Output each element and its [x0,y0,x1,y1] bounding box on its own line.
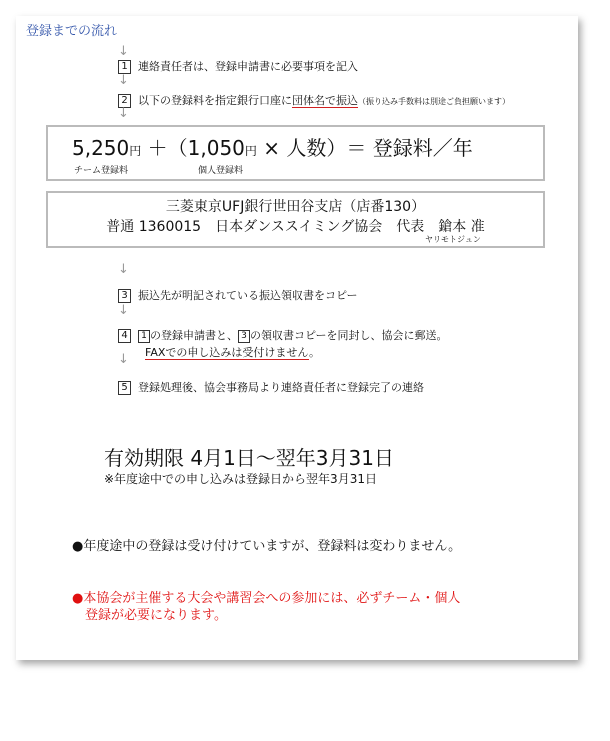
step-ref: 3 [238,330,250,343]
underlined-text: FAXでの申し込みは受付けません [145,346,310,359]
step-number: 2 [118,94,131,108]
fee-notice: ●年度途中の登録は受け付けていますが、登録料は変わりません。 [72,539,462,554]
individual-fee-label: 個人登録料 [198,166,244,176]
step-number: 5 [118,381,131,395]
fee-formula [72,132,473,161]
validity-period: 有効期限 4月1日～翌年3月31日 [104,446,394,470]
account-info: 普通 1360015 日本ダンススイミング協会 代表 鎗本 准 [106,219,485,235]
step-4 [118,327,448,343]
flow-arrow-icon: ↓ [118,73,129,88]
team-fee-label: チーム登録料 [74,166,129,176]
yen-unit: 円 [129,144,142,158]
times-sign: × [263,136,281,160]
flow-arrow-icon: ↓ [118,352,129,367]
team-amount: 5,250 [72,136,130,160]
notice-line: 登録が必要になります。 [72,608,227,623]
step-number: 3 [118,289,131,303]
flow-arrow-icon: ↓ [118,106,129,121]
registration-required-notice [72,590,460,624]
individual-amount: 1,050 [187,136,245,160]
fee-result: 登録料／年 [372,136,473,160]
close-equals: ）＝ [326,136,367,160]
yen-unit: 円 [244,144,257,158]
step-text: 以下の登録料を指定銀行口座に [138,94,292,107]
flow-arrow-icon: ↓ [118,262,129,277]
flow-arrow-icon: ↓ [118,44,129,59]
step-3 [118,287,358,303]
bank-name: 三菱東京UFJ銀行世田谷支店（店番130） [165,199,426,215]
step-1 [118,58,358,74]
step-text: の登録申請書と、 [150,329,238,342]
step-ref: 1 [138,330,150,343]
step-text: 振込先が明記されている振込領収書をコピー [138,289,358,302]
fax-warning [145,344,320,360]
notice-line: ●本協会が主催する大会や講習会への参加には、必ずチーム・個人 [72,591,461,606]
period: 。 [309,346,321,359]
underlined-text: 団体名で振込 [292,94,358,107]
name-reading: ヤリモトジュン [425,235,481,244]
plus-sign: ＋ [147,136,168,160]
fee-note: （振り込み手数料は別途ご負担願います） [358,97,510,106]
step-text: 登録処理後、協会事務局より連絡責任者に登録完了の連絡 [138,381,424,394]
validity-note: ※年度途中での申し込みは登録日から翌年3月31日 [104,472,377,486]
step-number: 1 [118,60,131,74]
step-number: 4 [118,329,131,343]
flow-arrow-icon: ↓ [118,303,129,318]
step-2 [118,92,510,108]
open-paren: （ [167,136,188,160]
step-text: 連絡責任者は、登録申請書に必要事項を記入 [138,60,358,73]
step-text: の領収書コピーを同封し、協会に郵送。 [250,329,448,342]
page-title: 登録までの流れ [26,24,118,39]
people-count: 人数 [286,136,327,160]
step-5 [118,379,424,395]
